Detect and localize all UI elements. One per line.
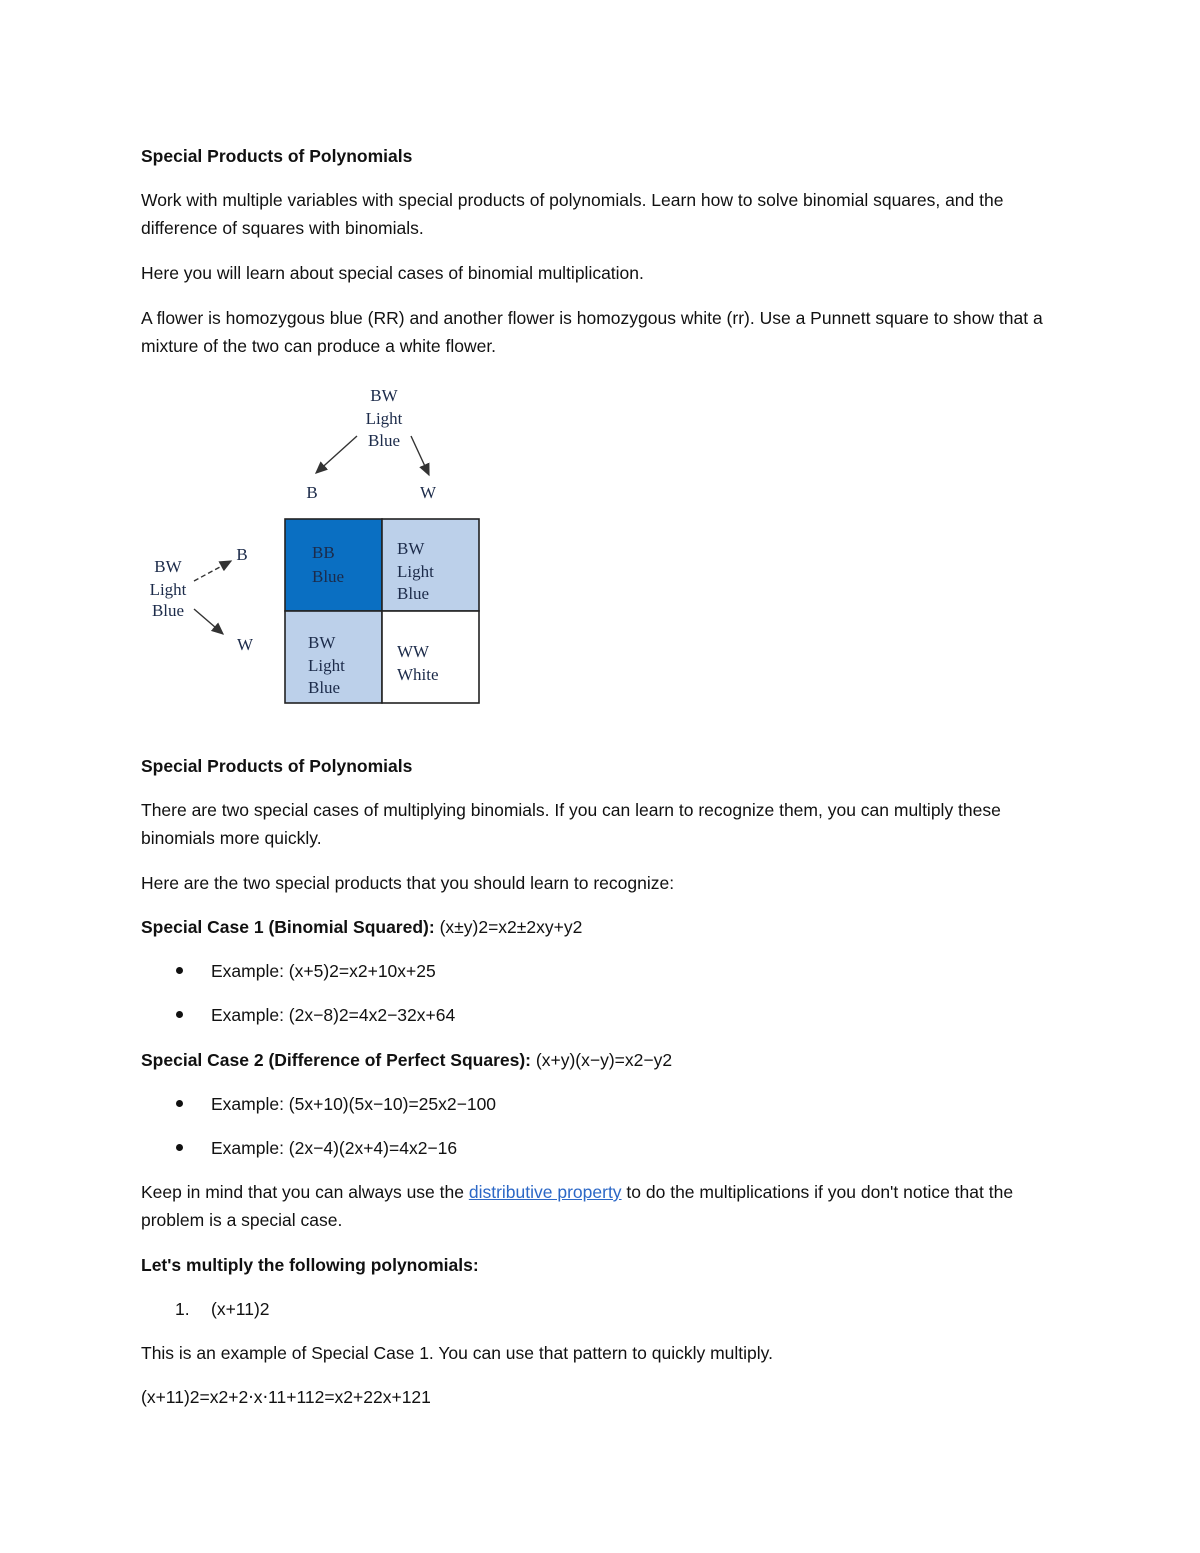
case2-label: Special Case 2 (Difference of Perfect Squares): [141, 1050, 532, 1070]
intro-paragraph: Work with multiple variables with special products of polynomials. Learn how to solve binomial squares, and the difference of squares with binomials. [141, 190, 1004, 238]
arrow-side-down [194, 609, 223, 634]
top-parent-line-1: BW [370, 386, 398, 405]
bullet-icon [175, 1010, 185, 1020]
arrow-side-up [194, 561, 231, 581]
two-cases-paragraph: There are two special cases of multiplying binomials. If you can learn to recognize them, you can multiply these binomials more quickly. [141, 800, 1001, 848]
keep-in-mind-before: Keep in mind that you can always use the [141, 1182, 469, 1202]
case2-line [141, 1046, 1071, 1074]
side-parent-label [150, 557, 187, 620]
keep-in-mind-paragraph [141, 1178, 1071, 1234]
flower-problem-paragraph: A flower is homozygous blue (RR) and another flower is homozygous white (rr). Use a Punnett square to show that a mixture of the two can produce a white flower. [141, 308, 1043, 356]
case1-example-2: Example: (2x−8)2=4x2−32x+64 [211, 1005, 456, 1025]
arrow-top-left [316, 436, 357, 473]
top-parent-label [366, 386, 403, 450]
solution-line: (x+11)2=x2+2⋅x⋅11+112=x2+22x+121 [141, 1387, 431, 1407]
bullet-icon [175, 1099, 185, 1109]
cell-ww-line-1: WW [397, 642, 430, 661]
cell-bw-bottom-line-2: Light [308, 656, 345, 675]
case2-formula: (x+y)(x−y)=x2−y2 [535, 1050, 673, 1070]
side-parent-line-3: Blue [151, 601, 185, 620]
case2-example-2: Example: (2x−4)(2x+4)=4x2−16 [211, 1138, 458, 1158]
top-parent-line-3: Blue [367, 431, 401, 450]
top-parent-line-2: Light [365, 409, 403, 428]
cell-bw-top-line-2: Light [397, 562, 434, 581]
row-label-w: W [236, 635, 254, 654]
lets-multiply-heading: Let's multiply the following polynomials: [141, 1255, 479, 1275]
col-label-w: W [419, 483, 437, 502]
problem1-expression: (x+11)2 [211, 1299, 270, 1319]
cell-bb [285, 519, 382, 611]
cell-ww-line-2: White [397, 665, 439, 684]
cell-bw-top-line-1: BW [397, 539, 425, 558]
cell-bw-top-line-3: Blue [397, 584, 430, 603]
side-parent-line-1: BW [154, 557, 182, 576]
case1-formula: (x±y)2=x2±2xy+y2 [439, 917, 583, 937]
cell-bw-bottom-line-3: Blue [308, 678, 341, 697]
keep-in-mind-after: to do the multiplications if you don't notice that the problem is a special case. [141, 1182, 1014, 1230]
arrow-top-right [411, 436, 429, 475]
section-heading-1: Special Products of Polynomials [141, 146, 413, 166]
punnett-square-diagram [140, 380, 490, 710]
recognize-paragraph: Here are the two special products that you should learn to recognize: [141, 873, 675, 893]
cell-bw-bottom-line-1: BW [308, 633, 336, 652]
case1-example-1: Example: (x+5)2=x2+10x+25 [211, 961, 436, 981]
cell-bb-line-2: Blue [312, 567, 345, 586]
learn-paragraph: Here you will learn about special cases of binomial multiplication. [141, 263, 644, 283]
cell-bb-line-1: BB [312, 543, 335, 562]
example-note-paragraph: This is an example of Special Case 1. You can use that pattern to quickly multiply. [141, 1343, 773, 1363]
problem1-number: 1. [175, 1299, 190, 1319]
side-parent-line-2: Light [149, 580, 187, 599]
bullet-icon [175, 966, 185, 976]
case2-example-1: Example: (5x+10)(5x−10)=25x2−100 [211, 1094, 497, 1114]
bullet-icon [175, 1143, 185, 1153]
case1-line [141, 913, 1071, 941]
row-label-b: B [236, 545, 248, 564]
case1-label: Special Case 1 (Binomial Squared): [141, 917, 435, 937]
distributive-property-link[interactable]: distributive property [468, 1182, 622, 1202]
section-heading-2: Special Products of Polynomials [141, 756, 413, 776]
col-label-b: B [306, 483, 318, 502]
